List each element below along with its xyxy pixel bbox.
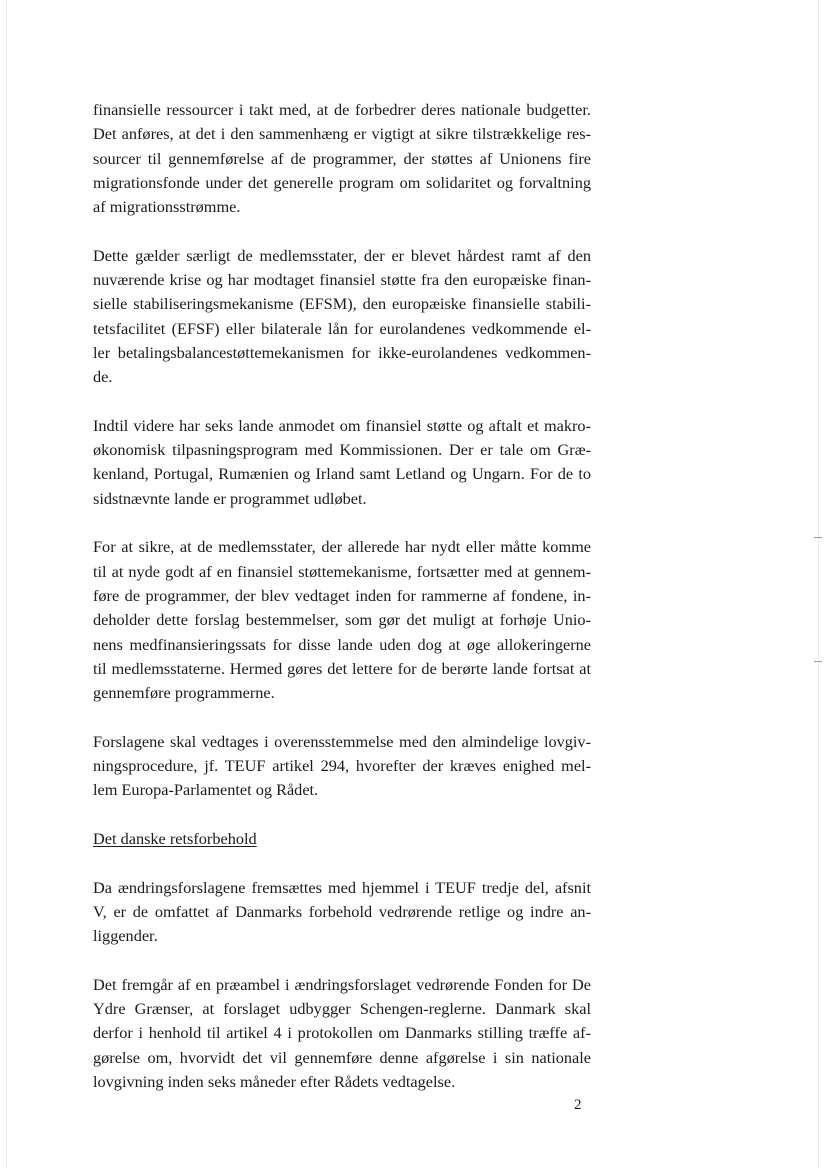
- text-line: til at nyde godt af en finansiel støttemekanisme, fortsætter med at gennem-: [93, 561, 591, 581]
- text-line: økonomisk tilpasningsprogram med Kommissionen. Der er tale om Græ-: [93, 440, 591, 460]
- text-line: deholder dette forslag bestemmelser, som gør det muligt at forhøje Unio-: [93, 610, 591, 630]
- text-line: Indtil videre har seks lande anmodet om finansiel støtte og aftalt et makro-: [93, 415, 591, 435]
- text-line: af migrationsstrømme.: [93, 197, 241, 217]
- text-line: Dette gælder særligt de medlemsstater, der er blevet hårdest ramt af den: [93, 245, 591, 265]
- scan-right-edge: [818, 0, 819, 1168]
- text-line: tetsfacilitet (EFSF) eller bilaterale lån for eurolandenes vedkommende el-: [93, 318, 591, 338]
- document-body: [93, 98, 591, 1118]
- text-line: føre de programmer, der blev vedtaget inden for rammerne af fondene, in-: [93, 585, 591, 605]
- text-line: sourcer til gennemførelse af de programmer, der støttes af Unionens fire: [93, 148, 591, 168]
- text-line: nens medfinansieringssats for disse lande uden dog at øge allokeringerne: [93, 634, 591, 654]
- text-line: For at sikre, at de medlemsstater, der allerede har nydt eller måtte komme: [93, 537, 591, 557]
- text-line: ningsprocedure, jf. TEUF artikel 294, hvorefter der kræves enighed mel-: [93, 756, 591, 776]
- text-line: Det anføres, at det i den sammenhæng er vigtigt at sikre tilstrækkelige res-: [93, 124, 591, 144]
- margin-tick-mark: [814, 537, 822, 538]
- text-line: kenland, Portugal, Rumænien og Irland samt Letland og Ungarn. For de to: [93, 464, 591, 484]
- text-line: Da ændringsforslagene fremsættes med hjemmel i TEUF tredje del, afsnit: [93, 877, 591, 897]
- text-line: sidstnævnte lande er programmet udløbet.: [93, 488, 367, 508]
- text-line: Forslagene skal vedtages i overensstemmelse med den almindelige lovgiv-: [93, 731, 591, 751]
- text-line: Det fremgår af en præambel i ændringsforslaget vedrørende Fonden for De: [93, 974, 591, 994]
- text-line: V, er de omfattet af Danmarks forbehold vedrørende retlige og indre an-: [93, 901, 591, 921]
- text-line: ler betalingsbalancestøttemekanismen for ikke-eurolandenes vedkommen-: [93, 342, 591, 362]
- paragraph-six-countries: [93, 414, 591, 511]
- text-line: Ydre Grænser, at forslaget udbygger Schengen-reglerne. Danmark skal: [93, 998, 591, 1018]
- text-line: gennemføre programmerne.: [93, 683, 275, 703]
- section-heading: Det danske retsforbehold: [93, 828, 257, 848]
- text-line: gørelse om, hvorvidt det vil gennemføre denne afgørelse i sin nationale: [93, 1047, 591, 1067]
- paragraph-resources: [93, 98, 591, 219]
- text-line: finansielle ressourcer i takt med, at de forbedrer deres nationale budgetter.: [93, 100, 591, 119]
- paragraph-member-states: [93, 244, 591, 390]
- margin-tick-mark: [814, 661, 822, 662]
- paragraph-procedure: [93, 730, 591, 803]
- text-line: sielle stabiliseringsmekanisme (EFSM), den europæiske finansielle stabili-: [93, 294, 591, 314]
- text-line: liggender.: [93, 926, 158, 946]
- text-line: nuværende krise og har modtaget finansiel støtte fra den europæiske finan-: [93, 270, 591, 290]
- text-line: lem Europa-Parlamentet og Rådet.: [93, 780, 319, 800]
- text-line: til medlemsstaterne. Hermed gøres det lettere for de berørte lande fortsat at: [93, 658, 591, 678]
- text-line: de.: [93, 367, 113, 387]
- paragraph-opt-out: [93, 876, 591, 949]
- paragraph-schengen: [93, 973, 591, 1094]
- page-number: 2: [574, 1097, 582, 1113]
- text-line: migrationsfonde under det generelle program om solidaritet og forvaltning: [93, 172, 591, 192]
- text-line: lovgivning inden seks måneder efter Rådets vedtagelse.: [93, 1071, 456, 1091]
- text-line: derfor i henhold til artikel 4 i protokollen om Danmarks stilling træffe af-: [93, 1023, 591, 1043]
- paragraph-cofinancing: [93, 535, 591, 705]
- scan-left-edge: [6, 0, 7, 1168]
